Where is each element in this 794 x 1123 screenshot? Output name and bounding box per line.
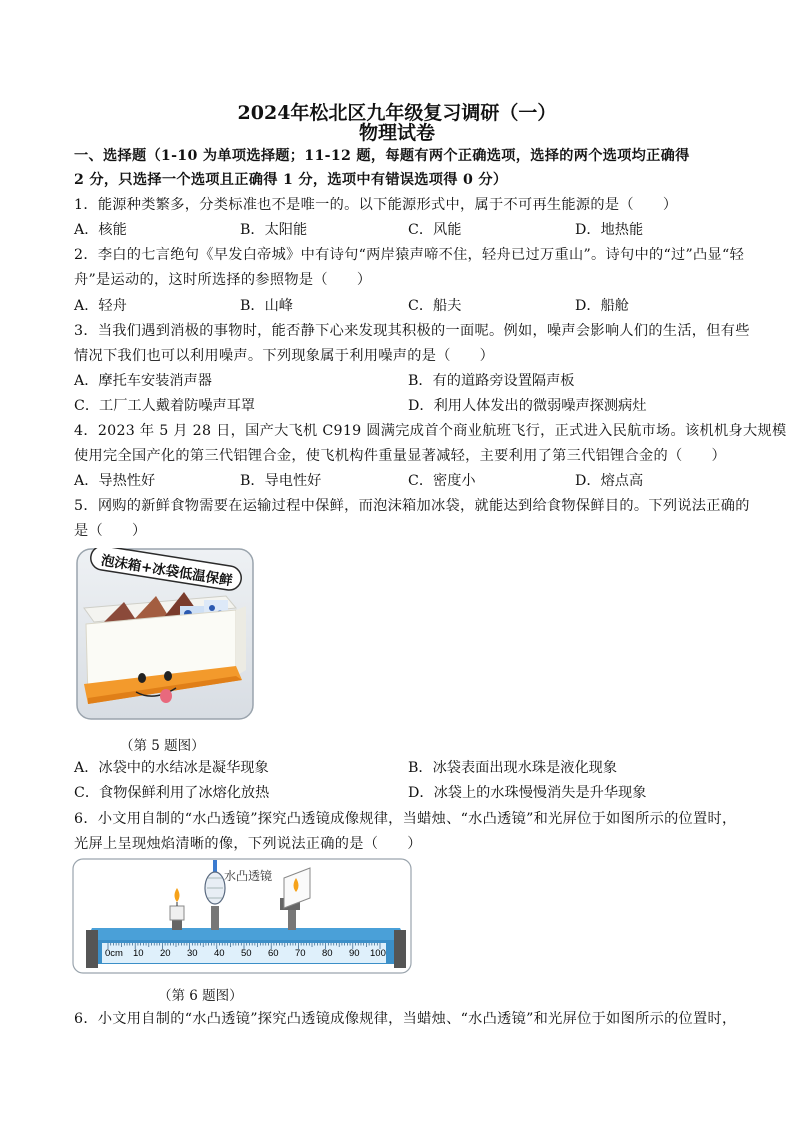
ruler-label: 70: [295, 948, 306, 959]
question-6-repeat-stem: 6．小文用自制的“水凸透镜”探究凸透镜成像规律，当蜡烛、“水凸透镜”和光屏位于如图所示的位置时，: [74, 1011, 737, 1027]
option-a: A．核能: [74, 222, 127, 238]
option-a: A．冰袋中的水结冰是凝华现象: [74, 760, 269, 776]
option-b: B．太阳能: [240, 222, 308, 238]
ruler-label: 0cm: [105, 948, 123, 959]
figure-6-optical-bench: [72, 858, 412, 974]
question-4-stem-line2: 使用完全国产化的第三代铝锂合金，使飞机构件重量显著减轻，主要利用了第三代铝锂合金的（ ）: [74, 448, 726, 464]
ruler-label: 60: [268, 948, 279, 959]
ruler-label: 80: [322, 948, 333, 959]
option-b: B．有的道路旁设置隔声板: [408, 373, 575, 389]
question-4-options: [74, 471, 734, 491]
question-1-options: [74, 220, 734, 240]
option-c: C．工厂工人戴着防噪声耳罩: [74, 398, 256, 414]
option-c: C．食物保鲜利用了冰熔化放热: [74, 785, 270, 801]
question-6-stem-line1: 6．小文用自制的“水凸透镜”探究凸透镜成像规律，当蜡烛、“水凸透镜”和光屏位于如图所示的位置时，: [74, 811, 737, 827]
question-5-stem-line1: 5．网购的新鲜食物需要在运输过程中保鲜，而泡沫箱加冰袋，就能达到给食物保鲜目的。下列说法正确的: [74, 498, 750, 514]
question-5-options-row1: [74, 758, 734, 778]
figure-5-caption: （第 5 题图）: [120, 738, 205, 754]
question-3-options-row1: [74, 371, 734, 391]
option-a: A．摩托车安装消声器: [74, 373, 212, 389]
option-c: C．密度小: [408, 473, 476, 489]
option-b: B．导电性好: [240, 473, 322, 489]
option-d: D．地热能: [575, 222, 644, 238]
ruler-label: 90: [349, 948, 360, 959]
exam-subtitle: 物理试卷: [358, 122, 435, 144]
question-3-stem-line1: 3．当我们遇到消极的事物时，能否静下心来发现其积极的一面呢。例如，噪声会影响人们的生活，但有些: [74, 323, 750, 339]
option-c: C．风能: [408, 222, 462, 238]
ruler-label: 10: [133, 948, 144, 959]
option-b: B．山峰: [240, 298, 293, 314]
section-heading-line1: 一、选择题（1-10 为单项选择题；11-12 题，每题有两个正确选项，选择的两个选项均正确得: [74, 148, 690, 164]
option-d: D．冰袋上的水珠慢慢消失是升华现象: [408, 785, 647, 801]
question-2-options: [74, 296, 734, 316]
question-4-stem-line1: 4．2023 年 5 月 28 日，国产大飞机 C919 圆满完成首个商业航班飞行，正式进入民航市场。该机机身大规模: [74, 423, 787, 439]
option-b: B．冰袋表面出现水珠是液化现象: [408, 760, 618, 776]
option-a: A．导热性好: [74, 473, 156, 489]
question-3-stem-line2: 情况下我们也可以利用噪声。下列现象属于利用噪声的是（ ）: [74, 348, 495, 364]
ruler-label: 50: [241, 948, 252, 959]
question-2-stem-line2: 舟”是运动的，这时所选择的参照物是（ ）: [74, 272, 372, 288]
ruler-label: 30: [187, 948, 198, 959]
question-1-stem: 1．能源种类繁多，分类标准也不是唯一的。以下能源形式中，属于不可再生能源的是（ ）: [74, 197, 678, 213]
option-a: A．轻舟: [74, 298, 127, 314]
question-5-stem-line2: 是（ ）: [74, 523, 147, 539]
question-3-options-row2: [74, 396, 734, 416]
section-heading-line2: 2 分，只选择一个选项且正确得 1 分，选项中有错误选项得 0 分）: [74, 172, 508, 188]
optical-bench-illustration: [72, 858, 412, 974]
figure-6-caption: （第 6 题图）: [158, 988, 243, 1004]
ruler-label: 100: [370, 948, 386, 959]
option-d: D．熔点高: [575, 473, 644, 489]
question-6-stem-line2: 光屏上呈现烛焰清晰的像，下列说法正确的是（ ）: [74, 836, 422, 852]
option-d: D．船舱: [575, 298, 629, 314]
ruler-label: 40: [214, 948, 225, 959]
option-c: C．船夫: [408, 298, 462, 314]
figure-5-foam-box: [76, 548, 254, 720]
ruler-label: 20: [160, 948, 171, 959]
figure-5-banner-text: 泡沫箱+冰袋低温保鲜: [99, 552, 234, 590]
question-2-stem-line1: 2．李白的七言绝句《早发白帝城》中有诗句“两岸猿声啼不住，轻舟已过万重山”。诗句中的“过”凸显“轻: [74, 247, 745, 263]
option-d: D．利用人体发出的微弱噪声探测病灶: [408, 398, 647, 414]
lens-label: 水凸透镜: [224, 869, 273, 883]
question-5-options-row2: [74, 783, 734, 803]
exam-title: 2024年松北区九年级复习调研（一）: [237, 102, 557, 124]
